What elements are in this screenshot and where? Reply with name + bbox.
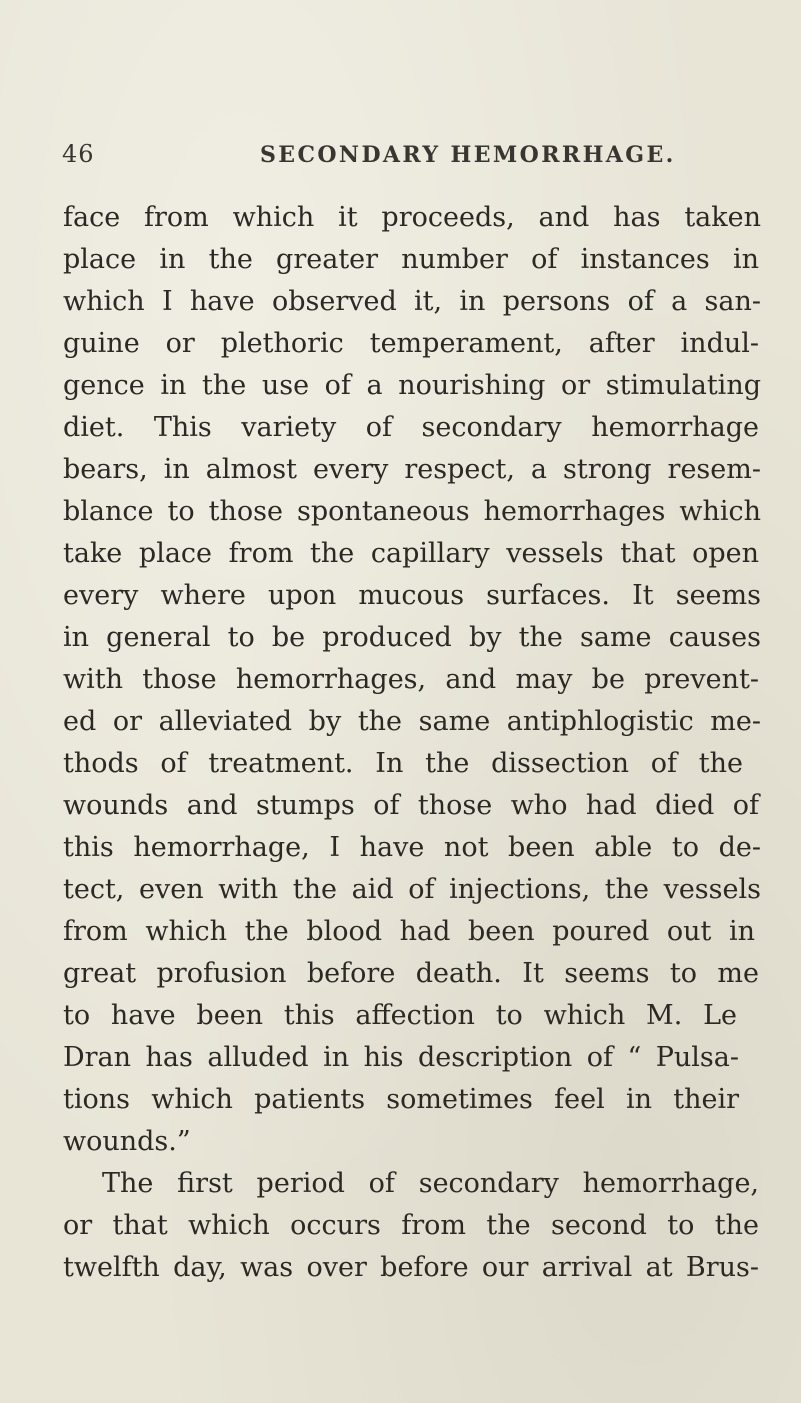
text-line: in general to be produced by the same causes xyxy=(63,622,761,653)
text-line: diet. This variety of secondary hemorrhage xyxy=(63,412,759,443)
text-line: wounds.” xyxy=(63,1126,191,1157)
text-line: from which the blood had been poured out in xyxy=(63,916,755,947)
text-line: blance to those spontaneous hemorrhages which xyxy=(63,496,761,527)
text-line: gence in the use of a nourishing or stimulating xyxy=(63,370,761,401)
running-head xyxy=(62,140,762,180)
text-line: take place from the capillary vessels that open xyxy=(63,538,759,569)
text-line: thods of treatment. In the dissection of the xyxy=(63,748,743,779)
text-line: ed or alleviated by the same antiphlogistic me- xyxy=(63,706,761,737)
text-line: bears, in almost every respect, a strong resem- xyxy=(63,454,761,485)
text-line: face from which it proceeds, and has taken xyxy=(63,202,761,233)
text-line: Dran has alluded in his description of “ Pulsa- xyxy=(63,1042,739,1073)
text-line: which I have observed it, in persons of a san- xyxy=(63,286,761,317)
text-line: tect, even with the aid of injections, the vessels xyxy=(63,874,761,905)
text-line: to have been this affection to which M. Le xyxy=(63,1000,737,1031)
text-line: with those hemorrhages, and may be prevent- xyxy=(63,664,759,695)
text-line: tions which patients sometimes feel in their xyxy=(63,1084,739,1115)
text-line: this hemorrhage, I have not been able to de- xyxy=(63,832,761,863)
text-line: guine or plethoric temperament, after indul- xyxy=(63,328,759,359)
running-title: SECONDARY HEMORRHAGE. xyxy=(260,142,676,168)
text-line: place in the greater number of instances in xyxy=(63,244,759,275)
text-line: great profusion before death. It seems to me xyxy=(63,958,759,989)
page-number: 46 xyxy=(62,140,95,168)
text-line: The first period of secondary hemorrhage, xyxy=(102,1168,759,1199)
text-line: twelfth day, was over before our arrival at Brus- xyxy=(63,1252,759,1283)
text-line: wounds and stumps of those who had died of xyxy=(63,790,759,821)
text-line: every where upon mucous surfaces. It seems xyxy=(63,580,761,611)
text-line: or that which occurs from the second to the xyxy=(63,1210,759,1241)
